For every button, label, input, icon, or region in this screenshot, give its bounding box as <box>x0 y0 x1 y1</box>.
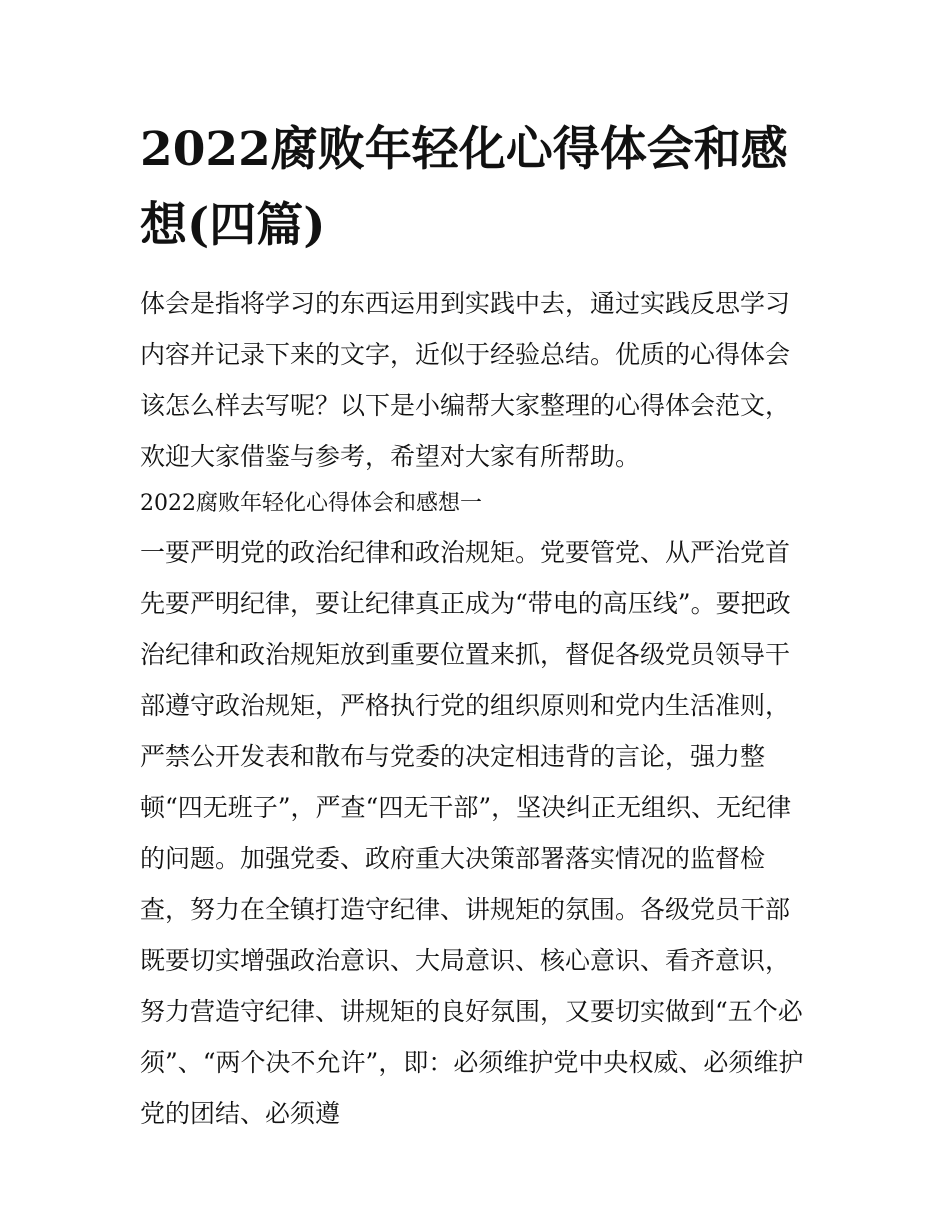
intro-paragraph: 体会是指将学习的东西运用到实践中去，通过实践反思学习内容并记录下来的文字，近似于经验总结。优质的心得体会该怎么样去写呢？以下是小编帮大家整理的心得体会范文，欢迎大家借鉴与参考，希望对大家有所帮助。 <box>140 289 791 471</box>
body-paragraph: 一要严明党的政治纪律和政治规矩。党要管党、从严治党首先要严明纪律，要让纪律真正成为“带电的高压线”。要把政治纪律和政治规矩放到重要位置来抓，督促各级党员领导干部遵守政治规矩，严格执行党的组织原则和党内生活准则，严禁公开发表和散布与党委的决定相违背的言论，强力整顿“四无班子”，严查“四无干部”，坚决纠正无组织、无纪律的问题。加强党委、政府重大决策部署落实情况的监督检查，努力在全镇打造守纪律、讲规矩的氛围。各级党员干部既要切实增强政治意识、大局意识、核心意识、看齐意识，努力营造守纪律、讲规矩的良好氛围，又要切实做到“五个必须”、“两个决不允许”，即：必须维护党中央权威、必须维护党的团结、必须遵 <box>140 538 804 1128</box>
section-heading: 2022腐败年轻化心得体会和感想一 <box>140 491 482 516</box>
page-title: 2022腐败年轻化心得体会和感想(四篇) <box>140 122 788 253</box>
